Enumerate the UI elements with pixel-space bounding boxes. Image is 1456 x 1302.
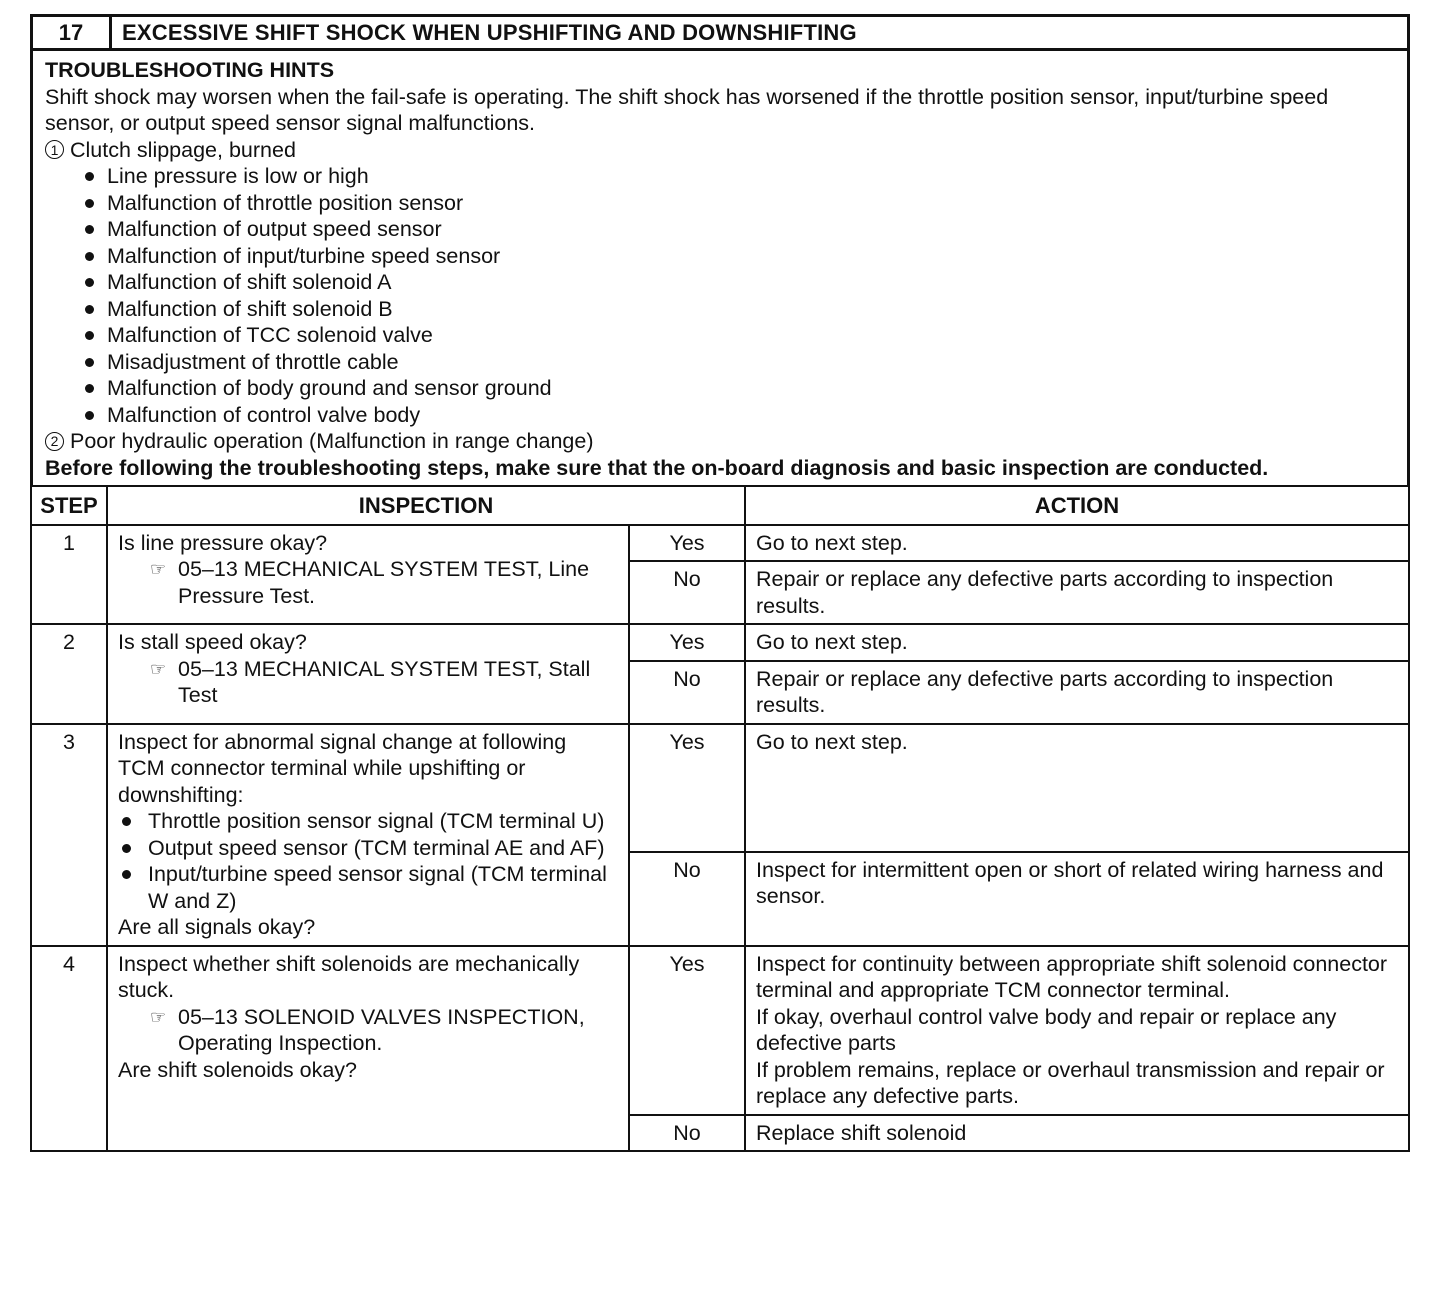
pointing-hand-icon: ☞ xyxy=(150,658,167,679)
yes-action: Go to next step. xyxy=(745,724,1409,852)
cause-2 xyxy=(45,428,1397,455)
hints-note: Before following the troubleshooting steps, make sure that the on-board diagnosis and basic inspection are conducted. xyxy=(45,455,1269,480)
list-item: Misadjustment of throttle cable xyxy=(81,349,1397,376)
no-action: Replace shift solenoid xyxy=(745,1115,1409,1152)
list-item: Malfunction of TCC solenoid valve xyxy=(81,322,1397,349)
table-row xyxy=(31,525,1409,562)
hints-intro: Shift shock may worsen when the fail-safe is operating. The shift shock has worsened if the throttle position sensor, input/turbine speed sensor, or output speed sensor signal malfunctions. xyxy=(45,84,1329,135)
reference-text: 05–13 MECHANICAL SYSTEM TEST, Stall Test xyxy=(178,656,591,707)
inspection-question: Is stall speed okay? xyxy=(118,630,307,654)
no-label: No xyxy=(629,661,745,724)
header-action: ACTION xyxy=(745,486,1409,525)
step-inspection xyxy=(107,724,629,946)
yes-action-line: If okay, overhaul control valve body and repair or replace any defective parts xyxy=(756,1004,1337,1055)
list-item: Output speed sensor (TCM terminal AE and AF) xyxy=(118,835,618,862)
no-label: No xyxy=(629,1115,745,1152)
list-item: Malfunction of throttle position sensor xyxy=(81,190,1397,217)
procedure-header xyxy=(30,14,1410,51)
troubleshooting-hints xyxy=(30,51,1410,485)
yes-label: Yes xyxy=(629,525,745,562)
table-row xyxy=(31,946,1409,1115)
no-label: No xyxy=(629,852,745,946)
cause-1 xyxy=(45,137,1397,164)
list-item: Input/turbine speed sensor signal (TCM terminal W and Z) xyxy=(118,861,618,914)
list-item: Malfunction of output speed sensor xyxy=(81,216,1397,243)
reference-text: 05–13 SOLENOID VALVES INSPECTION, Operating Inspection. xyxy=(178,1004,585,1055)
cause-1-list xyxy=(45,163,1397,428)
list-item: Throttle position sensor signal (TCM terminal U) xyxy=(118,808,618,835)
reference xyxy=(118,1004,618,1057)
inspection-closing: Are shift solenoids okay? xyxy=(118,1057,358,1082)
no-action: Repair or replace any defective parts according to inspection results. xyxy=(745,561,1409,624)
inspection-bullets xyxy=(118,808,618,914)
list-item: Malfunction of shift solenoid A xyxy=(81,269,1397,296)
step-inspection xyxy=(107,946,629,1152)
header-inspection: INSPECTION xyxy=(107,486,745,525)
hints-title: TROUBLESHOOTING HINTS xyxy=(45,58,335,82)
step-number: 2 xyxy=(31,624,107,724)
yes-action-line: If problem remains, replace or overhaul transmission and repair or replace any defective parts. xyxy=(756,1057,1385,1108)
step-number: 1 xyxy=(31,525,107,625)
pointing-hand-icon: ☞ xyxy=(150,1006,167,1027)
yes-label: Yes xyxy=(629,946,745,1115)
no-action: Inspect for intermittent open or short of related wiring harness and sensor. xyxy=(745,852,1409,946)
inspection-closing: Are all signals okay? xyxy=(118,915,316,939)
troubleshooting-page xyxy=(30,14,1410,1152)
list-item: Malfunction of shift solenoid B xyxy=(81,296,1397,323)
yes-action-line: Inspect for continuity between appropriate shift solenoid connector terminal and appropriate TCM connector terminal. xyxy=(756,951,1388,1002)
list-item: Malfunction of body ground and sensor ground xyxy=(81,375,1397,402)
step-number: 3 xyxy=(31,724,107,946)
yes-action xyxy=(745,946,1409,1115)
table-header-row xyxy=(31,486,1409,525)
header-step: STEP xyxy=(31,486,107,525)
list-item: Malfunction of control valve body xyxy=(81,402,1397,429)
procedure-number: 17 xyxy=(33,17,112,48)
reference-text: 05–13 MECHANICAL SYSTEM TEST, Line Pressure Test. xyxy=(178,557,590,608)
yes-label: Yes xyxy=(629,624,745,661)
pointing-hand-icon: ☞ xyxy=(150,559,167,579)
reference xyxy=(118,556,618,609)
yes-action: Go to next step. xyxy=(745,624,1409,661)
cause-2-text: Poor hydraulic operation (Malfunction in range change) xyxy=(70,429,594,453)
circled-number-2: 2 xyxy=(45,432,64,451)
inspection-question: Inspect for abnormal signal change at following TCM connector terminal while upshifting or downshifting: xyxy=(118,729,567,807)
table-row xyxy=(31,724,1409,852)
yes-action: Go to next step. xyxy=(745,525,1409,562)
procedure-title: EXCESSIVE SHIFT SHOCK WHEN UPSHIFTING AND DOWNSHIFTING xyxy=(122,19,857,45)
step-number: 4 xyxy=(31,946,107,1152)
no-label: No xyxy=(629,561,745,624)
step-inspection xyxy=(107,624,629,724)
no-action: Repair or replace any defective parts according to inspection results. xyxy=(745,661,1409,724)
step-inspection xyxy=(107,525,629,625)
steps-table xyxy=(30,485,1410,1152)
circled-number-1: 1 xyxy=(45,140,64,159)
yes-label: Yes xyxy=(629,724,745,852)
inspection-question: Inspect whether shift solenoids are mechanically stuck. xyxy=(118,951,580,1002)
inspection-question: Is line pressure okay? xyxy=(118,530,328,555)
cause-1-text: Clutch slippage, burned xyxy=(70,137,296,162)
table-row xyxy=(31,624,1409,661)
list-item: Malfunction of input/turbine speed sensor xyxy=(81,243,1397,270)
list-item: Line pressure is low or high xyxy=(81,163,1397,190)
reference xyxy=(118,656,618,709)
